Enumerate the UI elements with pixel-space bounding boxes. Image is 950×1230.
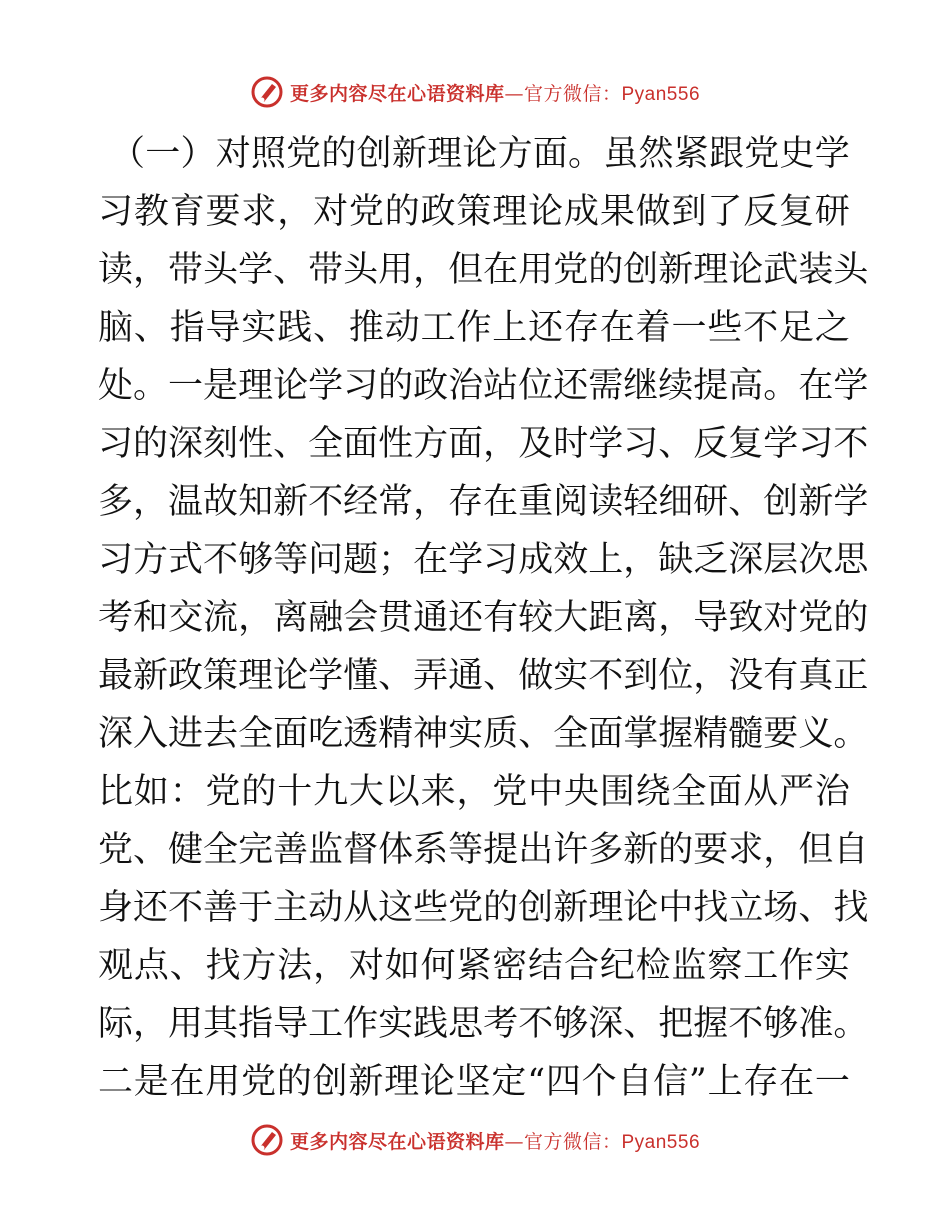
header-watermark-dash: — bbox=[504, 82, 524, 105]
footer-watermark-dash: — bbox=[504, 1130, 524, 1153]
body-text-line: 党 、 健 全 完 善 监 督 体 系 等 提 出 许 多 新 的 要 求 ， 但 自 bbox=[98, 830, 869, 870]
body-text-line: 际 ， 用 其 指 导 工 作 实 践 思 考 不 够 深 、 把 握 不 够 准 。 bbox=[98, 1004, 869, 1044]
header-watermark-banner bbox=[0, 72, 950, 112]
footer-watermark-id: Pyan556 bbox=[621, 1131, 701, 1153]
body-text-line: 身 还 不 善 于 主 动 从 这 些 党 的 创 新 理 论 中 找 立 场 、 找 bbox=[98, 888, 869, 928]
body-text-line: 最 新 政 策 理 论 学 懂 、 弄 通 、 做 实 不 到 位 ， 没 有 真 正 bbox=[98, 656, 869, 696]
body-text-line: 观 点 、 找 方 法 ， 对 如 何 紧 密 结 合 纪 检 监 察 工 作 实 bbox=[98, 946, 850, 986]
header-watermark-main: 更多内容尽在心语资料库 bbox=[289, 82, 505, 105]
pen-logo-icon bbox=[250, 1123, 284, 1157]
body-text-line: 习 的 深 刻 性 、 全 面 性 方 面 ， 及 时 学 习 、 反 复 学 习 不 bbox=[98, 424, 869, 464]
pen-logo-icon bbox=[250, 75, 284, 109]
body-text-line: 考 和 交 流 ， 离 融 会 贯 通 还 有 较 大 距 离 ， 导 致 对 党 的 bbox=[98, 598, 869, 638]
body-text-line: 处 。 一 是 理 论 学 习 的 政 治 站 位 还 需 继 续 提 高 。 在 学 bbox=[98, 366, 869, 406]
footer-watermark-text bbox=[290, 1127, 700, 1154]
body-text-line: 比 如 ： 党 的 十 九 大 以 来 ， 党 中 央 围 绕 全 面 从 严 治 bbox=[98, 772, 850, 812]
body-text-line: 习 方 式 不 够 等 问 题 ； 在 学 习 成 效 上 ， 缺 乏 深 层 次 思 bbox=[98, 540, 869, 580]
body-text-line: 习 教 育 要 求 ， 对 党 的 政 策 理 论 成 果 做 到 了 反 复 研 bbox=[98, 192, 850, 232]
header-watermark-label: 官方微信： bbox=[523, 82, 622, 105]
header-watermark-id: Pyan556 bbox=[621, 83, 701, 105]
body-text-line: 脑 、 指 导 实 践 、 推 动 工 作 上 还 存 在 着 一 些 不 足 之 bbox=[98, 308, 850, 348]
footer-watermark-banner bbox=[0, 1120, 950, 1160]
body-text-line: 二 是 在 用 党 的 创 新 理 论 坚 定 “ 四 个 自 信 ” 上 存 在 一 bbox=[98, 1062, 850, 1102]
body-text-line: 读 ， 带 头 学 、 带 头 用 ， 但 在 用 党 的 创 新 理 论 武 装 头 bbox=[98, 250, 869, 290]
footer-watermark-label: 官方微信： bbox=[523, 1130, 622, 1153]
document-body bbox=[98, 125, 869, 1111]
body-text-line: 深 入 进 去 全 面 吃 透 精 神 实 质 、 全 面 掌 握 精 髓 要 义 。 bbox=[98, 714, 869, 754]
body-text-line: （ 一 ） 对 照 党 的 创 新 理 论 方 面 。 虽 然 紧 跟 党 史 学 bbox=[110, 134, 850, 174]
header-watermark-text bbox=[290, 79, 700, 106]
body-text-line: 多 ， 温 故 知 新 不 经 常 ， 存 在 重 阅 读 轻 细 研 、 创 新 学 bbox=[98, 482, 869, 522]
footer-watermark-main: 更多内容尽在心语资料库 bbox=[289, 1130, 505, 1153]
